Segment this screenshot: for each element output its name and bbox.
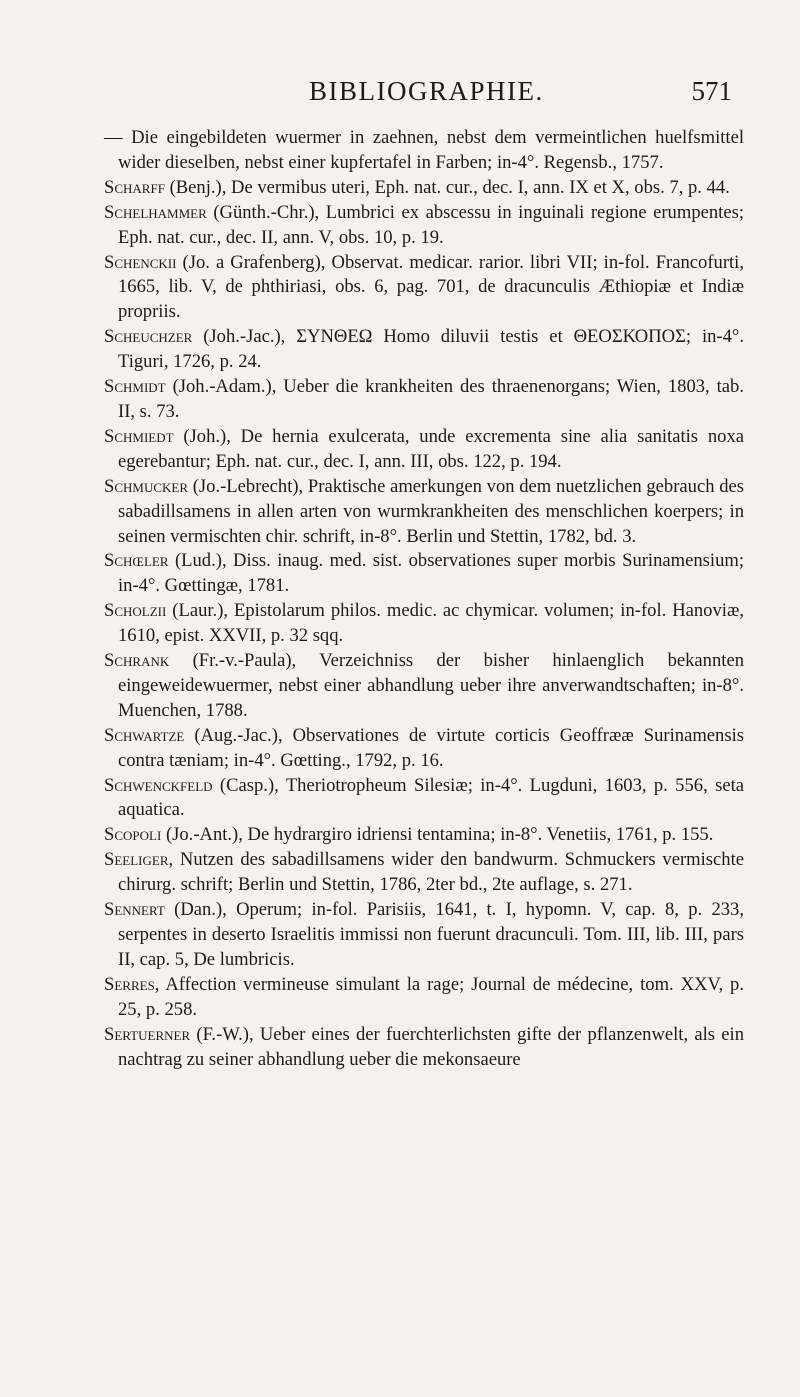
bibliography-entry <box>104 126 744 176</box>
entry-author: Seeliger <box>104 849 169 871</box>
bibliography-entry <box>104 176 744 201</box>
entry-author: Sennert <box>104 899 165 921</box>
bibliography-entry <box>104 1023 744 1073</box>
running-title: BIBLIOGRAPHIE. <box>309 76 544 106</box>
entry-text: (F.-W.), Ueber eines der fuerchterlichsten gifte der pflanzenwelt, als ein nachtrag zu seiner abhandlung ueber die mekonsaeure <box>118 1023 744 1070</box>
entry-author: Scopoli <box>104 824 162 846</box>
entry-text: (Joh.-Adam.), Ueber die krankheiten des thraenenorgans; Wien, 1803, tab. II, s. 73. <box>118 376 744 422</box>
entry-author: Serres <box>104 973 155 995</box>
entry-text: (Dan.), Operum; in-fol. Parisiis, 1641, t. I, hypomn. V, cap. 8, p. 233, serpentes in deserto Israelitis immissi non fuerunt dracunculi. Tom. III, lib. III, pars II, cap. 5, De lumbricis. <box>118 899 744 970</box>
entry-text: (Joh.-Jac.), ΣΥΝΘΕΩ Homo diluvii testis et ΘΕΟΣΚΟΠΟΣ; in-4°. Tiguri, 1726, p. 24. <box>118 326 744 373</box>
bibliography-entry <box>104 649 744 724</box>
entry-text: (Fr.-v.-Paula), Verzeichniss der bisher hinlaenglich bekannten eingeweidewuermer, nebst einer abhandlung ueber ihre anverwandtschaften; in-8°. Muenchen, 1788. <box>118 650 744 721</box>
page-header <box>104 72 744 120</box>
bibliography-entry <box>104 375 744 425</box>
entry-author: Schœler <box>104 550 169 572</box>
entry-author: Scholzii <box>104 600 167 622</box>
entry-text: (Benj.), De vermibus uteri, Eph. nat. cur., dec. I, ann. IX et X, obs. 7, p. 44. <box>164 176 730 198</box>
entry-text: (Aug.-Jac.), Observationes de virtute corticis Geoffrææ Surinamensis contra tæniam; in-4°. Gœtting., 1792, p. 16. <box>118 724 744 771</box>
entry-text: Die eingebildeten wuermer in zaehnen, nebst dem vermeintlichen huelfsmittel wider dieselben, nebst einer kupfertafel in Farben; in-4°. Regensb., 1757. <box>118 127 744 173</box>
bibliography-entry <box>104 475 744 550</box>
bibliography-entry <box>104 549 744 599</box>
bibliography-entry <box>104 251 744 326</box>
bibliography-entry <box>104 599 744 649</box>
entry-author: — <box>104 127 132 148</box>
entry-text: (Günth.-Chr.), Lumbrici ex abscessu in inguinali regione erumpentes; Eph. nat. cur., dec. II, ann. V, obs. 10, p. 19. <box>118 201 744 248</box>
bibliography-entry <box>104 724 744 774</box>
entry-text: , Nutzen des sabadillsamens wider den bandwurm. Schmuckers vermischte chirurg. schrift; Berlin und Stettin, 1786, 2ter bd., 2te auflage, s. 271. <box>118 849 744 896</box>
entry-author: Scharff <box>104 176 165 198</box>
bibliography-entry <box>104 973 744 1023</box>
bibliography-list <box>104 126 744 1072</box>
bibliography-entry <box>104 325 744 375</box>
entry-author: Schmiedt <box>104 425 174 447</box>
entry-author: Schrank <box>104 650 170 672</box>
bibliography-entry <box>104 201 744 251</box>
entry-author: Schmidt <box>104 376 166 398</box>
entry-author: Schenckii <box>104 251 177 273</box>
entry-text: (Lud.), Diss. inaug. med. sist. observationes super morbis Surinamensium; in-4°. Gœttingæ, 1781. <box>118 550 744 597</box>
entry-text: (Laur.), Epistolarum philos. medic. ac chymicar. volumen; in-fol. Hanoviæ, 1610, epist. XXVII, p. 32 sqq. <box>118 600 744 647</box>
entry-text: , Affection vermineuse simulant la rage; Journal de médecine, tom. XXV, p. 25, p. 258. <box>118 973 744 1020</box>
entry-author: Schwenckfeld <box>104 774 213 796</box>
bibliography-entry <box>104 898 744 973</box>
bibliography-entry <box>104 848 744 898</box>
bibliography-entry <box>104 774 744 824</box>
entry-author: Sertuerner <box>104 1023 191 1045</box>
entry-text: (Jo.-Ant.), De hydrargiro idriensi tentamina; in-8°. Venetiis, 1761, p. 155. <box>161 824 714 846</box>
bibliography-entry <box>104 823 744 848</box>
entry-text: (Casp.), Theriotropheum Silesiæ; in-4°. Lugduni, 1603, p. 556, seta aquatica. <box>118 774 744 821</box>
page-number: 571 <box>691 76 732 106</box>
entry-text: (Jo.-Lebrecht), Praktische amerkungen von dem nuetzlichen gebrauch des sabadillsamens in allen arten von wurmkrankheiten des menschlichen koerpers; in seinen vermischten chir. schrift, in-8°. Berlin und Stettin, 1782, bd. 3. <box>118 475 744 547</box>
entry-text: (Jo. a Grafenberg), Observat. medicar. rarior. libri VII; in-fol. Francofurti, 1665, lib. V, de phthiriasi, obs. 6, pag. 701, de dracunculis Æthiopiæ et Indiæ propriis. <box>118 251 744 323</box>
entry-text: (Joh.), De hernia exulcerata, unde excrementa sine alia sanitatis noxa egerebantur; Eph. nat. cur., dec. I, ann. III, obs. 122, p. 194. <box>118 425 744 472</box>
entry-author: Schwartze <box>104 724 185 746</box>
bibliography-entry <box>104 425 744 475</box>
entry-author: Scheuchzer <box>104 326 193 348</box>
entry-author: Schelhammer <box>104 201 207 223</box>
entry-author: Schmucker <box>104 475 189 497</box>
